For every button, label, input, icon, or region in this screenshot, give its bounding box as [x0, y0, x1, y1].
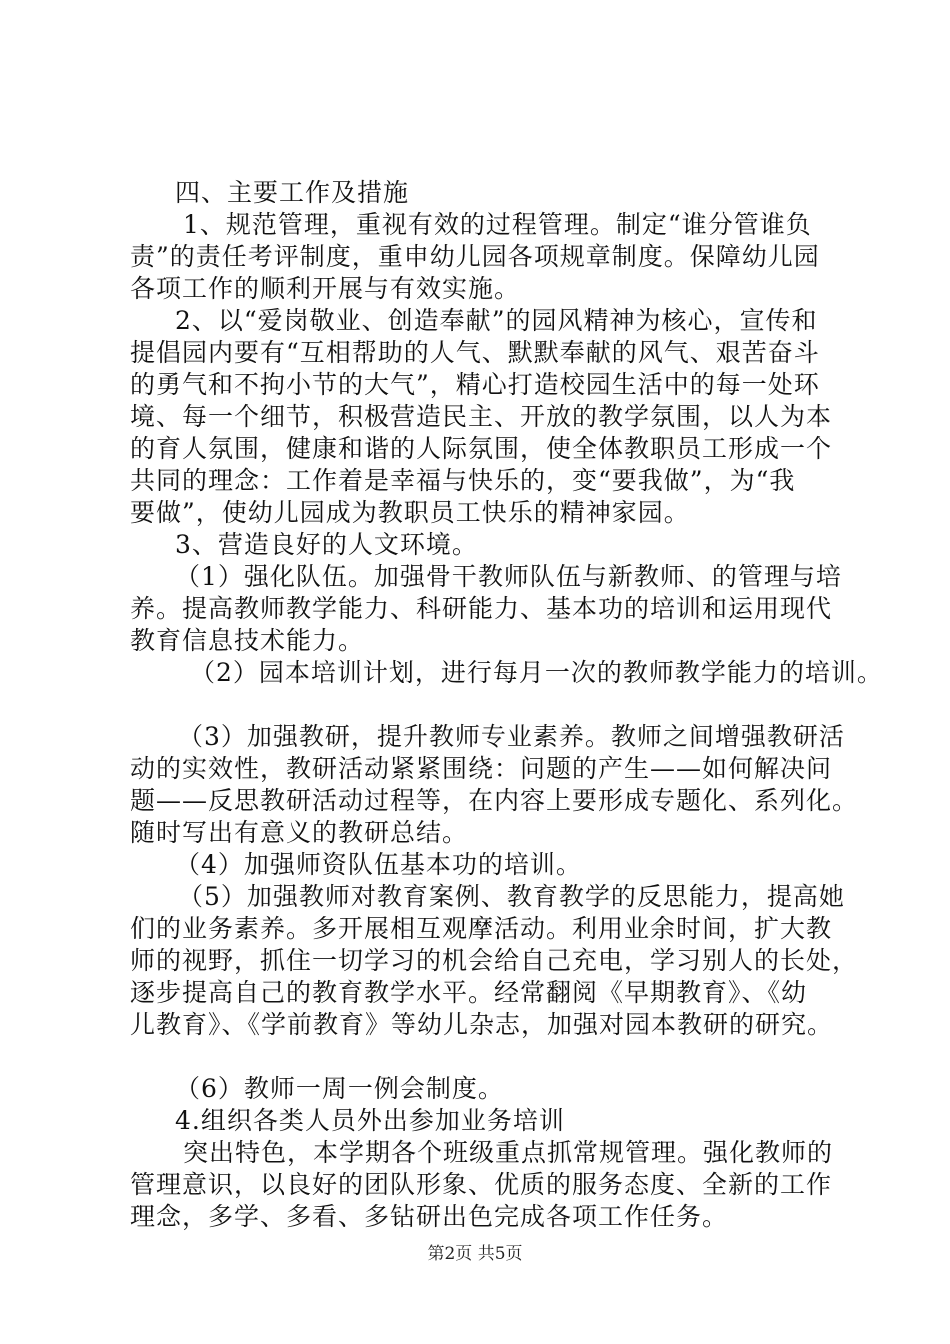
subsection-heading: 4.组织各类人员外出参加业务培训 [175, 1106, 565, 1135]
paragraph-line: 境、每一个细节，积极营造民主、开放的教学氛围，以人为本 [130, 402, 833, 431]
paragraph-line: 随时写出有意义的教研总结。 [130, 818, 469, 847]
page-number-footer: 第2页 共5页 [427, 1244, 523, 1264]
paragraph-line: 共同的理念：工作着是幸福与快乐的，变“要我做”，为“我 [130, 466, 796, 495]
paragraph-line: 们的业务素养。多开展相互观摩活动。利用业余时间，扩大教 [130, 914, 833, 943]
paragraph-line: （5）加强教师对教育案例、教育教学的反思能力，提高她 [178, 882, 845, 911]
paragraph-line: 逐步提高自己的教育教学水平。经常翻阅《早期教育》、《幼 [130, 978, 808, 1007]
paragraph-line: 题——反思教研活动过程等，在内容上要形成专题化、系列化。 [130, 786, 859, 815]
paragraph-line: 2、以“爱岗敬业、创造奉献”的园风精神为核心，宣传和 [175, 306, 818, 335]
paragraph-line: 动的实效性，教研活动紧紧围绕：问题的产生——如何解决问 [130, 754, 833, 783]
paragraph-line: （3）加强教研，提升教师专业素养。教师之间增强教研活 [178, 722, 845, 751]
paragraph-line: 各项工作的顺利开展与有效实施。 [130, 274, 521, 303]
paragraph-line: 养。提高教师教学能力、科研能力、基本功的培训和运用现代 [130, 594, 833, 623]
paragraph-line: 3、营造良好的人文环境。 [175, 530, 478, 559]
paragraph-line: 理念，多学、多看、多钻研出色完成各项工作任务。 [130, 1202, 729, 1231]
paragraph-line: （1）强化队伍。加强骨干教师队伍与新教师、的管理与培 [175, 562, 842, 591]
paragraph-line: 管理意识，以良好的团队形象、优质的服务态度、全新的工作 [130, 1170, 833, 1199]
paragraph-line: 教育信息技术能力。 [130, 626, 365, 655]
paragraph-line: 要做”，使幼儿园成为教职员工快乐的精神家园。 [130, 498, 690, 527]
paragraph-line: 责”的责任考评制度，重申幼儿园各项规章制度。保障幼儿园 [130, 242, 820, 271]
paragraph-line: 1、规范管理，重视有效的过程管理。制定“谁分管谁负 [183, 210, 812, 239]
paragraph-line: 师的视野，抓住一切学习的机会给自己充电，学习别人的长处， [130, 946, 859, 975]
paragraph-line: （2）园本培训计划，进行每月一次的教师教学能力的培训。 [190, 658, 883, 687]
paragraph-line: （4）加强师资队伍基本功的培训。 [175, 850, 582, 879]
paragraph-line: （6）教师一周一例会制度。 [175, 1074, 504, 1103]
paragraph-line: 的育人氛围，健康和谐的人际氛围，使全体教职员工形成一个 [130, 434, 833, 463]
paragraph-line: 突出特色，本学期各个班级重点抓常规管理。强化教师的 [183, 1138, 834, 1167]
paragraph-line: 的勇气和不拘小节的大气”，精心打造校园生活中的每一处环 [130, 370, 820, 399]
paragraph-line: 提倡园内要有“互相帮助的人气、默默奉献的风气、艰苦奋斗 [130, 338, 820, 367]
section-heading: 四、主要工作及措施 [175, 178, 410, 207]
paragraph-line: 儿教育》、《学前教育》等幼儿杂志，加强对园本教研的研究。 [130, 1010, 834, 1039]
